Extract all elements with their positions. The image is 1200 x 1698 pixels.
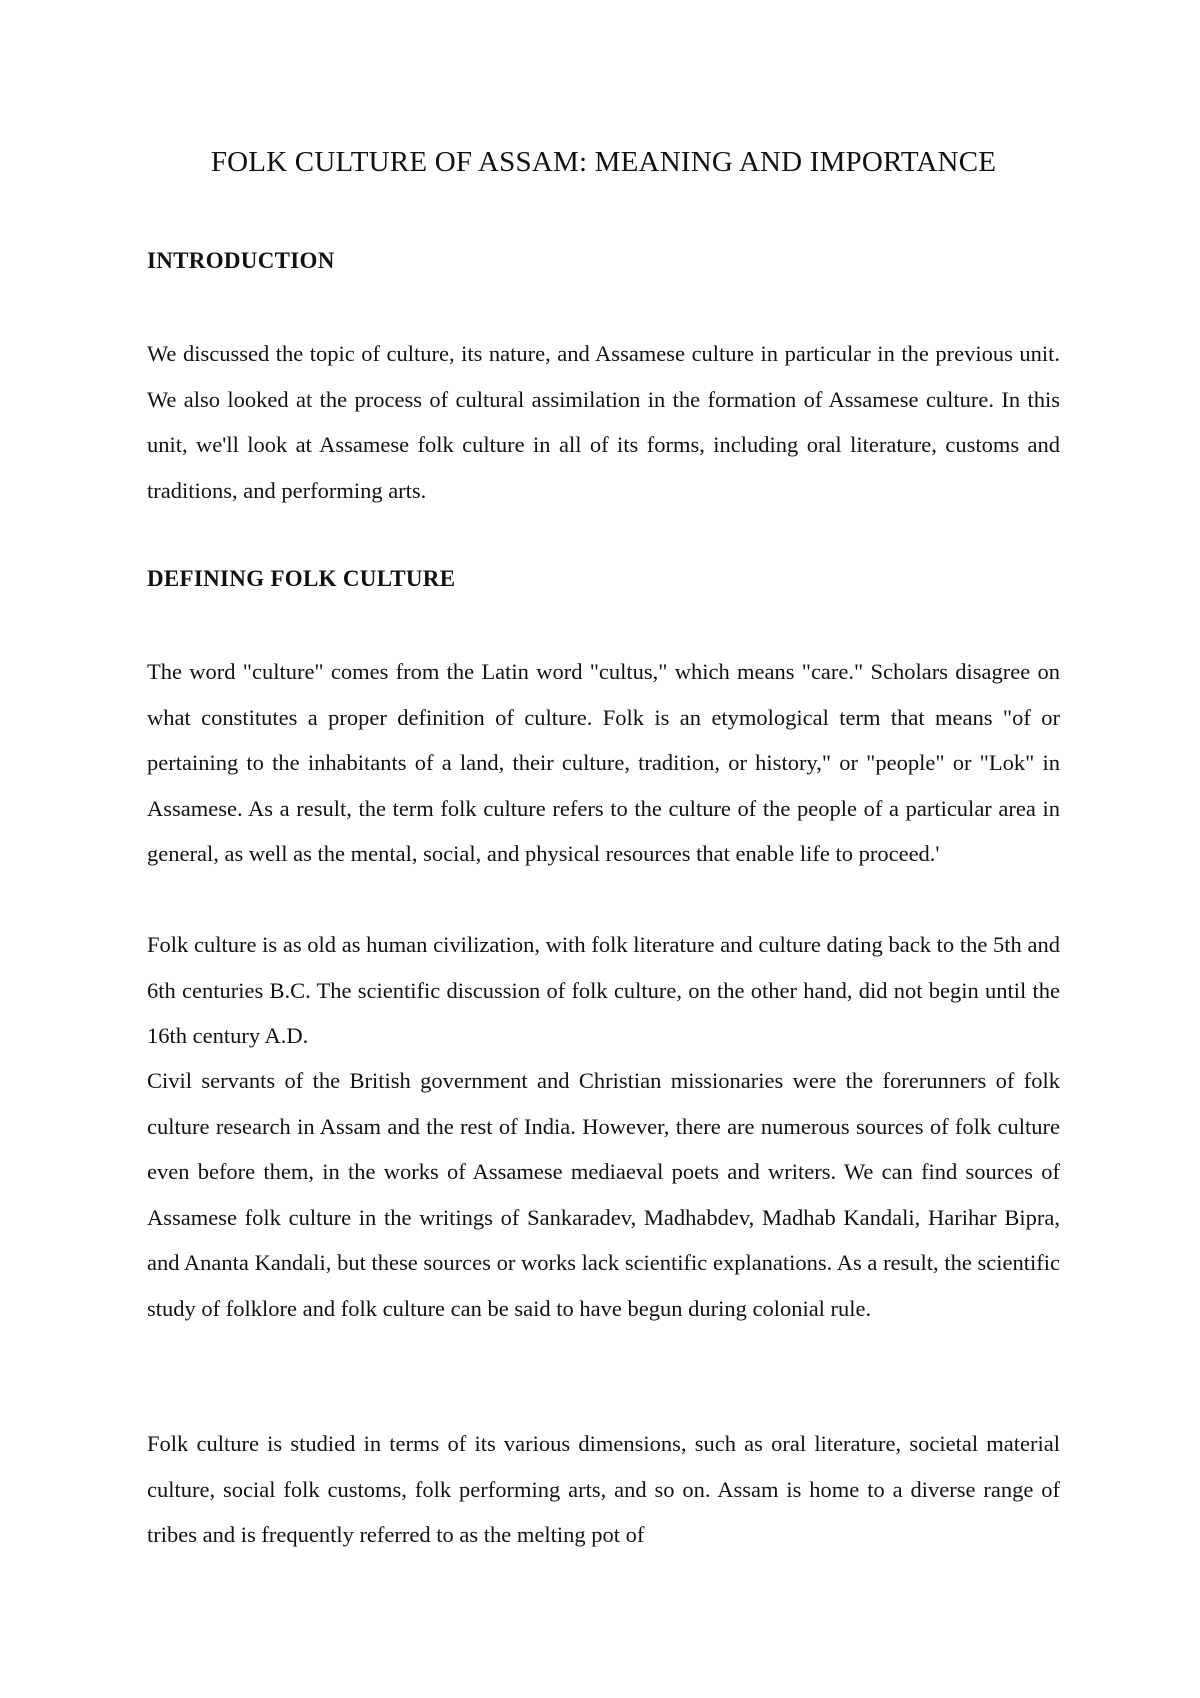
document-title: FOLK CULTURE OF ASSAM: MEANING AND IMPORTANCE — [210, 146, 997, 178]
introduction-paragraph: We discussed the topic of culture, its nature, and Assamese culture in particular in the previous unit. We also looked at the process of cultural assimilation in the formation of Assamese culture. In this unit, we'll look at Assamese folk culture in all of its forms, including oral literature, customs and traditions, and performing arts. — [147, 341, 1060, 503]
section-heading-introduction: INTRODUCTION — [147, 248, 335, 273]
body-paragraph: Civil servants of the British government and Christian missionaries were the forerunners of folk culture research in Assam and the rest of India. However, there are numerous sources of folk culture even before them, in the works of Assamese mediaeval poets and writers. We can find sources of Assamese folk culture in the writings of Sankaradev, Madhabdev, Madhab Kandali, Harihar Bipra, and Ananta Kandali, but these sources or works lack scientific explanations. As a result, the scientific study of folklore and folk culture can be said to have begun during colonial rule. — [147, 1068, 1060, 1321]
section-heading-defining-folk-culture: DEFINING FOLK CULTURE — [147, 566, 456, 591]
body-paragraph: Folk culture is as old as human civilization, with folk literature and culture dating back to the 5th and 6th centuries B.C. The scientific discussion of folk culture, on the other hand, did not begin until the 16th century A.D. — [147, 932, 1060, 1048]
body-paragraph: Folk culture is studied in terms of its various dimensions, such as oral literature, societal material culture, social folk customs, folk performing arts, and so on. Assam is home to a diverse range of tribes and is frequently referred to as the melting pot of — [147, 1431, 1060, 1547]
body-paragraph: The word "culture" comes from the Latin word "cultus," which means "care." Scholars disagree on what constitutes a proper definition of culture. Folk is an etymological term that means "of or pertaining to the inhabitants of a land, their culture, tradition, or history," or "people" or "Lok" in Assamese. As a result, the term folk culture refers to the culture of the people of a particular area in general, as well as the mental, social, and physical resources that enable life to proceed.' — [147, 659, 1060, 866]
